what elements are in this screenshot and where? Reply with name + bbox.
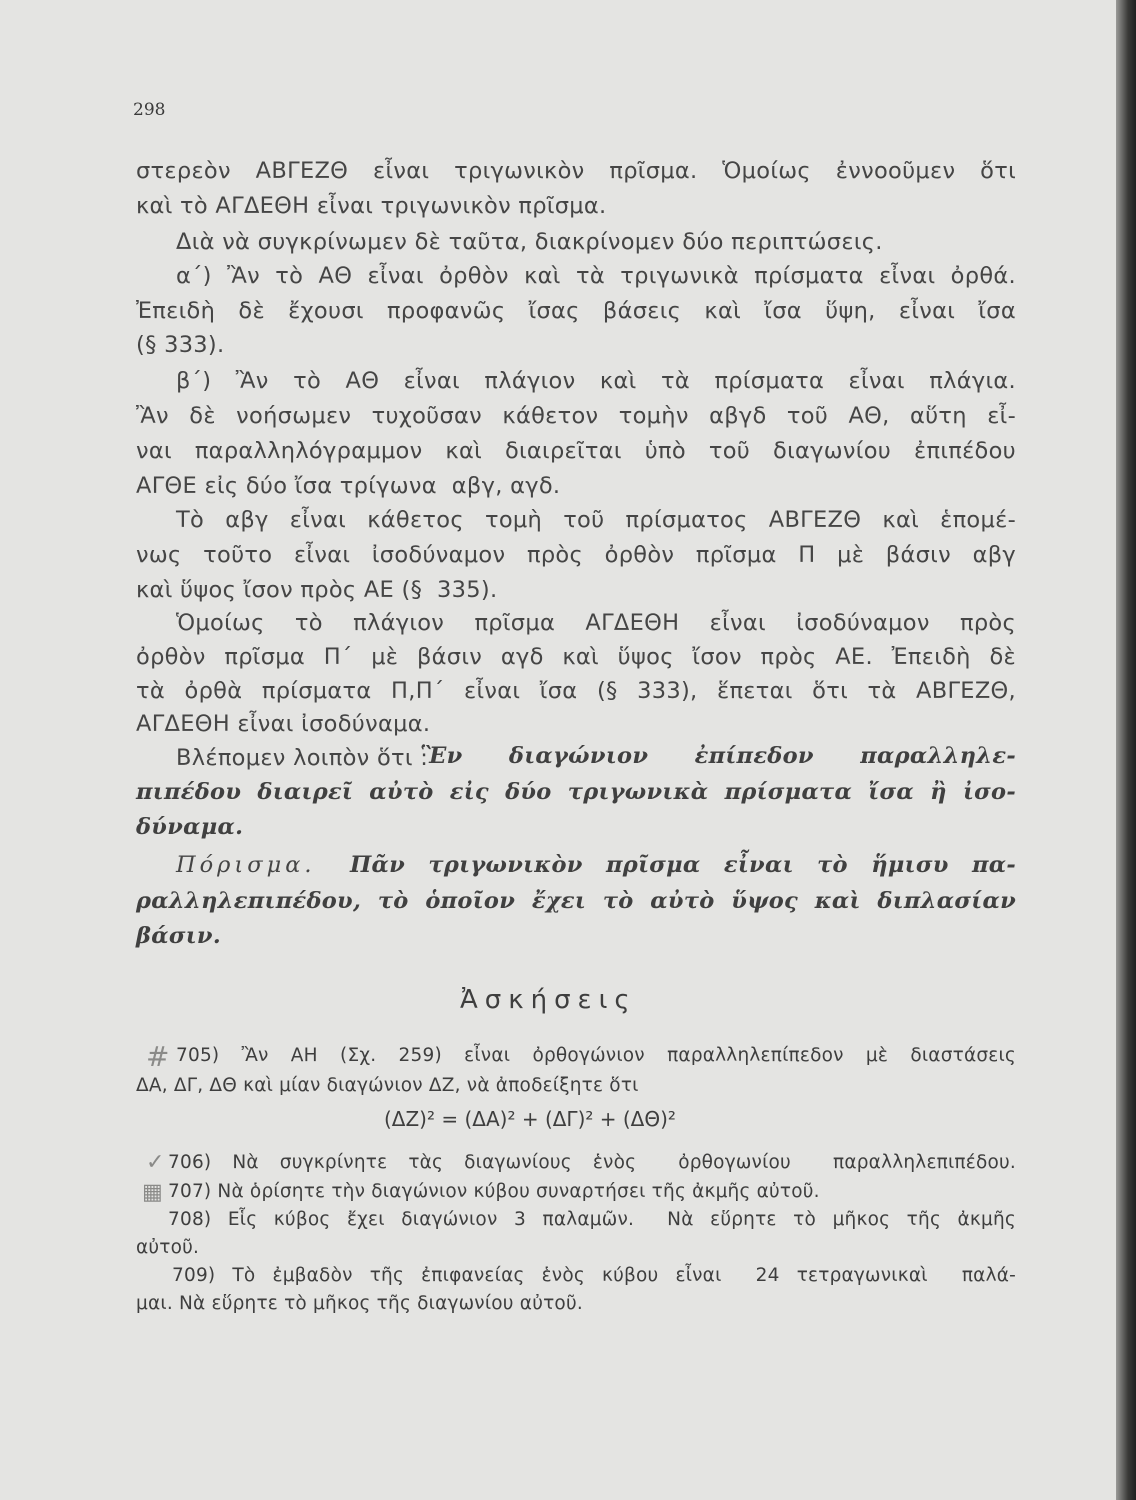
- text-line: Διὰ νὰ συγκρίνωμεν δὲ ταῦτα, διακρίνομεν δύο περιπτώσεις.: [176, 229, 883, 255]
- text-line: ναι παραλληλόγραμμον καὶ διαιρεῖται ὑπὸ τοῦ διαγωνίου ἐπιπέδου: [136, 438, 1016, 464]
- text-line: β΄) Ἂν τὸ ΑΘ εἶναι πλάγιον καὶ τὰ πρίσματα εἶναι πλάγια.: [176, 368, 1016, 394]
- text-line: Ἂν δὲ νοήσωμεν τυχοῦσαν κάθετον τομὴν αβγδ τοῦ ΑΘ, αὕτη εἶ-: [136, 403, 1016, 429]
- text-line: τὰ ὀρθὰ πρίσματα Π,Π΄ εἶναι ἴσα (§ 333), ἕπεται ὅτι τὰ ΑΒΓΕΖΘ,: [136, 678, 1016, 704]
- text-line: Τὸ αβγ εἶναι κάθετος τομὴ τοῦ πρίσματος ΑΒΓΕΖΘ καὶ ἑπομέ-: [176, 507, 1016, 533]
- exercise-708-cont: αὐτοῦ.: [136, 1237, 200, 1258]
- pencil-hash-mark-icon: #: [146, 1040, 170, 1073]
- theorem-text: πιπέδου διαιρεῖ αὐτὸ εἰς δύο τριγωνικὰ πρίσματα ἴσα ἢ ἰσο-: [136, 779, 1016, 805]
- text-line: ΑΓΔΕΘΗ εἶναι ἰσοδύναμα.: [136, 711, 431, 737]
- conclusion-lead: Βλέπομεν λοιπὸν ὅτι :: [176, 745, 429, 771]
- theorem-text: Ἓν διαγώνιον ἐπίπεδον παραλληλε-: [420, 743, 1016, 769]
- exercise-707: 707) Νὰ ὁρίσητε τὴν διαγώνιον κύβου συναρτήσει τῆς ἀκμῆς αὐτοῦ.: [168, 1181, 820, 1202]
- exercise-709: 709) Τὸ ἐμβαδὸν τῆς ἐπιφανείας ἑνὸς κύβου εἶναι 24 τετραγωνικαὶ παλά-: [172, 1265, 1016, 1286]
- formula: (ΔΖ)² = (ΔΑ)² + (ΔΓ)² + (ΔΘ)²: [384, 1107, 676, 1131]
- page-number: 298: [133, 100, 166, 120]
- text-line: ΑΓΘΕ εἰς δύο ἴσα τρίγωνα αβγ, αγδ.: [136, 473, 561, 499]
- theorem-text: δύναμα.: [136, 814, 244, 840]
- text-line: νως τοῦτο εἶναι ἰσοδύναμον πρὸς ὀρθὸν πρῖσμα Π μὲ βάσιν αβγ: [136, 542, 1016, 568]
- exercises-heading: Ἀσκήσεις: [460, 985, 637, 1015]
- exercise-705: 705) Ἂν ΑΗ (Σχ. 259) εἶναι ὀρθογώνιον παραλληλεπίπεδον μὲ διαστάσεις: [176, 1045, 1016, 1066]
- corollary-text: ραλληλεπιπέδου, τὸ ὁποῖον ἔχει τὸ αὐτὸ ὕψος καὶ διπλασίαν: [136, 888, 1016, 914]
- corollary-text: Πᾶν τριγωνικὸν πρῖσμα εἶναι τὸ ἥμισυ πα-: [350, 852, 1016, 878]
- page-edge-shadow: [1116, 0, 1136, 1500]
- text-line: ὀρθὸν πρῖσμα Π΄ μὲ βάσιν αγδ καὶ ὕψος ἴσον πρὸς ΑΕ. Ἐπειδὴ δὲ: [136, 644, 1016, 670]
- text-line: (§ 333).: [136, 332, 225, 358]
- corollary-text: βάσιν.: [136, 923, 221, 949]
- exercise-708: 708) Εἷς κύβος ἔχει διαγώνιον 3 παλαμῶν. Νὰ εὕρητε τὸ μῆκος τῆς ἀκμῆς: [168, 1209, 1016, 1230]
- text-line: Ὁμοίως τὸ πλάγιον πρῖσμα ΑΓΔΕΘΗ εἶναι ἰσοδύναμον πρὸς: [176, 610, 1016, 636]
- pencil-mark-icon: ✓: [146, 1150, 165, 1175]
- pencil-scribble-icon: ▦: [142, 1180, 163, 1205]
- text-line: καὶ ὕψος ἴσον πρὸς ΑΕ (§ 335).: [136, 577, 498, 603]
- text-line: στερεὸν ΑΒΓΕΖΘ εἶναι τριγωνικὸν πρῖσμα. Ὁμοίως ἐννοοῦμεν ὅτι: [136, 158, 1016, 184]
- text-line: Ἐπειδὴ δὲ ἔχουσι προφανῶς ἴσας βάσεις καὶ ἴσα ὕψη, εἶναι ἴσα: [136, 298, 1016, 324]
- text-line: α΄) Ἂν τὸ ΑΘ εἶναι ὀρθὸν καὶ τὰ τριγωνικὰ πρίσματα εἶναι ὀρθά.: [176, 263, 1016, 289]
- exercise-706: 706) Νὰ συγκρίνητε τὰς διαγωνίους ἑνὸς ὀρθογωνίου παραλληλεπιπέδου.: [168, 1152, 1016, 1173]
- exercise-705-cont: ΔΑ, ΔΓ, ΔΘ καὶ μίαν διαγώνιον ΔΖ, νὰ ἀποδείξητε ὅτι: [136, 1075, 639, 1096]
- corollary-label: Πόρισμα.: [176, 852, 316, 878]
- text-line: καὶ τὸ ΑΓΔΕΘΗ εἶναι τριγωνικὸν πρῖσμα.: [136, 193, 607, 219]
- exercise-709-cont: μαι. Νὰ εὕρητε τὸ μῆκος τῆς διαγωνίου αὐτοῦ.: [136, 1293, 583, 1314]
